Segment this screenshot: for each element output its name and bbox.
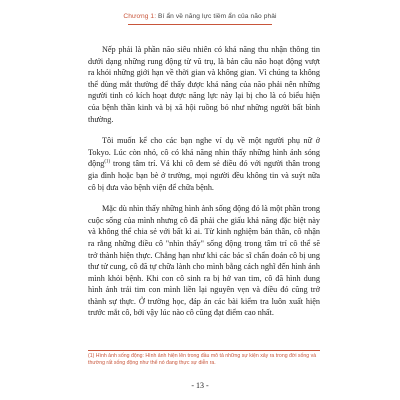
chapter-label: Chương 1: [123, 13, 157, 20]
paragraph-2-start: Tôi muốn kể cho các bạn nghe ví dụ về một người phụ nữ ở Tokyo. Lúc còn nhỏ, cô có khả năng nhìn thấy những hình ảnh sóng động [88, 136, 320, 169]
footnote-divider [88, 350, 320, 351]
header-divider [128, 24, 272, 25]
paragraph-2 [88, 135, 320, 193]
paragraph-1: Nếp phải là phần não siêu nhiên có khả năng thu nhận thông tin dưới dạng những rung động từ vũ trụ, là bản câu não hoạt động vượt ra khỏi những giới hạn về thời gian và không gian. Vì chúng ta không thể dùng mắt thường để thấy được khả năng của não phải nên những người tinh có kích hoạt được năng lực này lại bị cho là có biểu hiện của bệnh thần kinh và bị xã hội ruồng bỏ như những người bất bình thường. [88, 45, 320, 124]
footnote: (1) Hình ảnh sống động: Hình ảnh hiện lên trong đầu mô tả những sự kiện xảy ra trong đời sống và thường rất sống động như thể nó đang thực sự diễn ra. [88, 353, 317, 366]
paragraph-2-end: trong tâm trí. Vả khi cô đem sẻ điều đó với người thân trong gia đình hoặc bạn bè ở trường, mọi người đều không tin và suýt nữa cô bị đưa vào bệnh viện để chữa bệnh. [88, 159, 320, 192]
body-text [88, 44, 320, 319]
footnote-reference: (1) [104, 159, 111, 165]
running-header [0, 13, 400, 20]
paragraph-3: Mặc dù nhìn thấy những hình ảnh sống động đó là một phần trong cuộc sống của mình nhưng cô đã phải che giấu khả năng đặc biệt này và không thể chia sẻ với bất kì ai. Từ kinh nghiệm bản thân, cô nhận ra rằng những điều cô "nhìn thấy" sống động trong tâm trí cô thể sẽ trở thành hiện thực. Chẳng hạn như khi các bác sĩ chẩn đoán cô bị ung thư tử cung, cô đã tự chữa lành cho mình bằng cách nghĩ đến hình ảnh mình khỏi bệnh. Khi con cô sinh ra bị hở van tim, cô đã hình dung hình ảnh trái tim con mình liền lại nguyên vẹn và điều đó cũng trở thành sự thực. Ở trường học, đáp án các bài kiểm tra luôn xuất hiện trước mắt cô, bởi vậy lúc nào cô cũng đạt điểm cao nhất. [88, 204, 320, 318]
chapter-title: Bí ẩn về năng lực tiềm ẩn của não phải [156, 13, 277, 20]
page-number: - 13 - [191, 381, 209, 390]
